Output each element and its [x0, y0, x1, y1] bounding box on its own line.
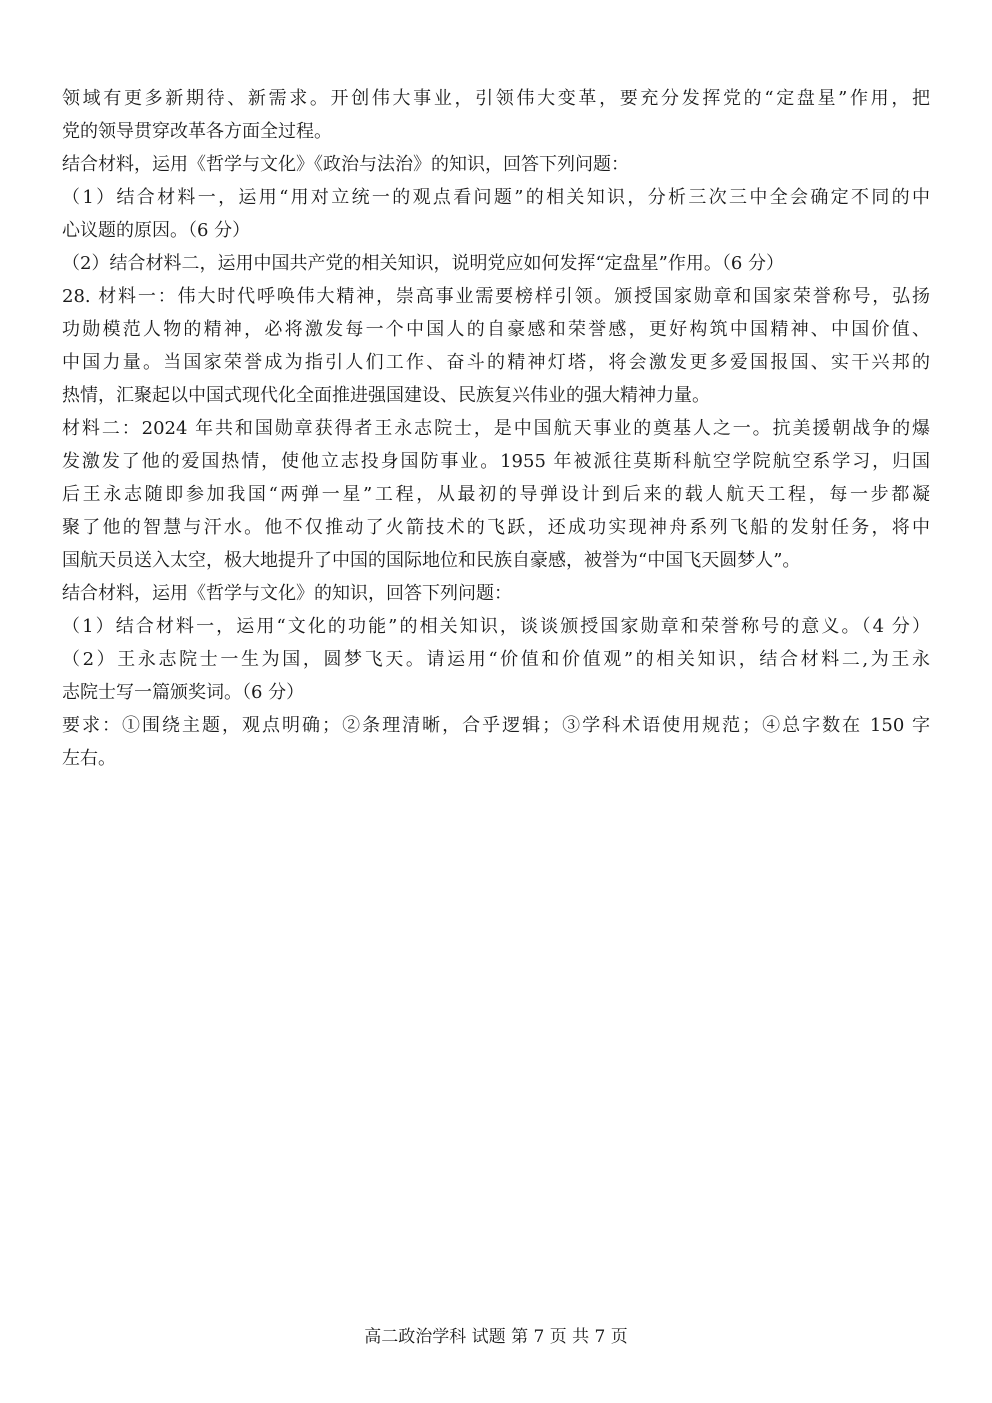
material-2: 材料二：2024 年共和国勋章获得者王永志院士，是中国航天事业的奠基人之一。抗美援朝战争的爆: [62, 418, 930, 439]
text-line: 国航天员送入太空，极大地提升了中国的国际地位和民族自豪感，被誉为“中国飞天圆梦人”。: [62, 550, 801, 571]
requirements-line: 要求：①围绕主题，观点明确；②条理清晰，合乎逻辑；③学科术语使用规范；④总字数在 150 字: [62, 715, 930, 736]
sub-question-1: （1）结合材料一，运用“用对立统一的观点看问题”的相关知识，分析三次三中全会确定不同的中: [62, 187, 930, 208]
text-line: 党的领导贯穿改革各方面全过程。: [62, 121, 332, 142]
sub-question-1-cont: 心议题的原因。（6 分）: [62, 220, 251, 241]
sub-question-2-cont: 志院士写一篇颁奖词。（6 分）: [62, 682, 305, 703]
question-body: [62, 82, 930, 775]
text-line: 后王永志随即参加我国“两弹一星”工程，从最初的导弹设计到后来的载人航天工程，每一步都凝: [62, 484, 930, 505]
instruction-line: 结合材料，运用《哲学与文化》《政治与法治》的知识，回答下列问题：: [62, 154, 629, 175]
sub-question-1: （1）结合材料一，运用“文化的功能”的相关知识，谈谈颁授国家勋章和荣誉称号的意义。（4 分）: [62, 616, 930, 637]
text-line: 发激发了他的爱国热情，使他立志投身国防事业。1955 年被派往莫斯科航空学院航空系学习，归国: [62, 451, 930, 472]
text-line: 聚了他的智慧与汗水。他不仅推动了火箭技术的飞跃，还成功实现神舟系列飞船的发射任务，将中: [62, 517, 930, 538]
sub-question-2: （2）结合材料二，运用中国共产党的相关知识，说明党应如何发挥“定盘星”作用。（6 分）: [62, 253, 785, 274]
sub-question-2: （2）王永志院士一生为国，圆梦飞天。请运用“价值和价值观”的相关知识，结合材料二,为王永: [62, 649, 930, 670]
requirements-line-cont: 左右。: [62, 748, 116, 769]
question-28-material-1: 28. 材料一：伟大时代呼唤伟大精神，崇高事业需要榜样引领。颁授国家勋章和国家荣誉称号，弘扬: [62, 286, 930, 307]
page-footer: 高二政治学科 试题 第 7 页 共 7 页: [364, 1327, 628, 1347]
text-line: 领域有更多新期待、新需求。开创伟大事业，引领伟大变革，要充分发挥党的“定盘星”作用，把: [62, 88, 930, 109]
text-line: 功勋模范人物的精神，必将激发每一个中国人的自豪感和荣誉感，更好构筑中国精神、中国价值、: [62, 319, 930, 340]
instruction-line: 结合材料，运用《哲学与文化》的知识，回答下列问题：: [62, 583, 512, 604]
text-line: 中国力量。当国家荣誉成为指引人们工作、奋斗的精神灯塔，将会激发更多爱国报国、实干兴邦的: [62, 352, 930, 373]
text-line: 热情，汇聚起以中国式现代化全面推进强国建设、民族复兴伟业的强大精神力量。: [62, 385, 710, 406]
